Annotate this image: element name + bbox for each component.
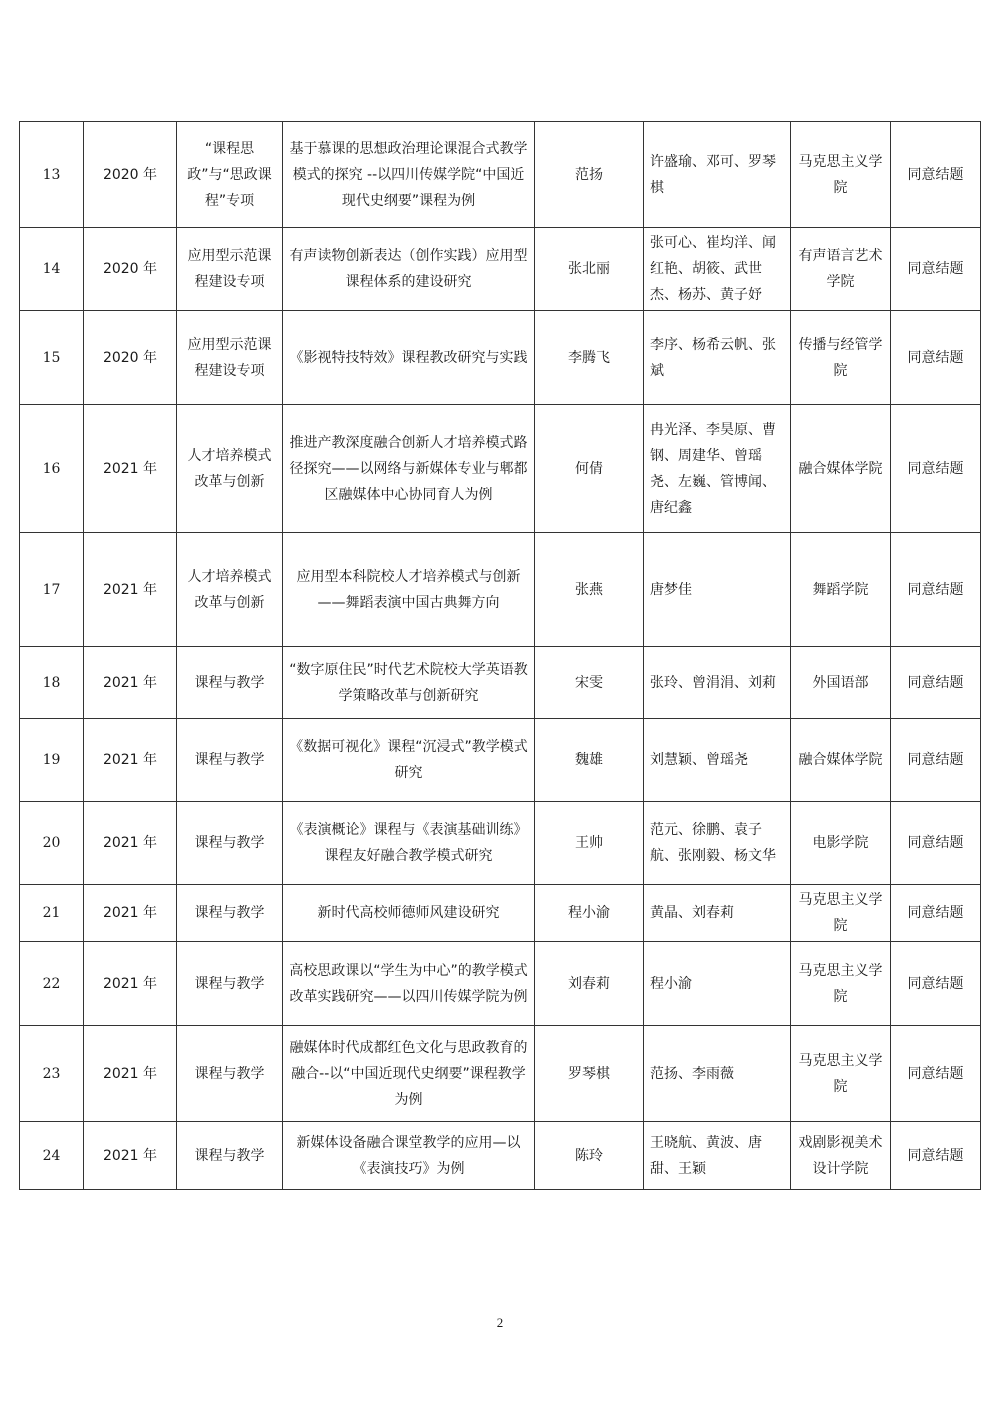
row-college: 融合媒体学院	[791, 405, 891, 533]
row-result: 同意结题	[891, 533, 981, 647]
table-row	[20, 885, 981, 942]
row-members: 李序、杨希云帆、张斌	[644, 311, 791, 405]
table-row	[20, 647, 981, 719]
row-members: 刘慧颖、曾瑶尧	[644, 719, 791, 802]
row-number: 24	[20, 1122, 84, 1190]
row-title: 融媒体时代成都红色文化与思政教育的融合--以“中国近现代史纲要”课程教学为例	[283, 1026, 535, 1122]
row-leader: 魏雄	[535, 719, 644, 802]
row-leader: 程小渝	[535, 885, 644, 942]
table-row	[20, 942, 981, 1026]
row-year: 2021 年	[84, 802, 177, 885]
row-college: 融合媒体学院	[791, 719, 891, 802]
row-college: 有声语言艺术学院	[791, 228, 891, 311]
row-members: 程小渝	[644, 942, 791, 1026]
row-number: 21	[20, 885, 84, 942]
project-table	[19, 121, 981, 1190]
row-members: 王晓航、黄波、唐甜、王颖	[644, 1122, 791, 1190]
table-row	[20, 405, 981, 533]
table-row	[20, 311, 981, 405]
row-number: 19	[20, 719, 84, 802]
row-year: 2021 年	[84, 1122, 177, 1190]
row-result: 同意结题	[891, 719, 981, 802]
row-number: 20	[20, 802, 84, 885]
row-members: 张玲、曾涓涓、刘莉	[644, 647, 791, 719]
row-leader: 何倩	[535, 405, 644, 533]
row-college: 电影学院	[791, 802, 891, 885]
row-number: 16	[20, 405, 84, 533]
row-leader: 张燕	[535, 533, 644, 647]
row-title: 《表演概论》课程与《表演基础训练》课程友好融合教学模式研究	[283, 802, 535, 885]
row-leader: 范扬	[535, 122, 644, 228]
row-category: 课程与教学	[177, 719, 283, 802]
row-year: 2020 年	[84, 311, 177, 405]
table-row	[20, 122, 981, 228]
table-row	[20, 533, 981, 647]
row-result: 同意结题	[891, 122, 981, 228]
row-college: 马克思主义学院	[791, 1026, 891, 1122]
row-result: 同意结题	[891, 942, 981, 1026]
row-category: 课程与教学	[177, 942, 283, 1026]
row-result: 同意结题	[891, 885, 981, 942]
row-category: 课程与教学	[177, 1026, 283, 1122]
row-category: 人才培养模式改革与创新	[177, 533, 283, 647]
row-year: 2021 年	[84, 533, 177, 647]
row-college: 马克思主义学院	[791, 122, 891, 228]
row-category: 课程与教学	[177, 885, 283, 942]
table-body	[20, 122, 981, 1190]
row-number: 13	[20, 122, 84, 228]
row-year: 2021 年	[84, 405, 177, 533]
row-category: 课程与教学	[177, 1122, 283, 1190]
row-number: 14	[20, 228, 84, 311]
row-leader: 李腾飞	[535, 311, 644, 405]
row-year: 2021 年	[84, 885, 177, 942]
row-college: 外国语部	[791, 647, 891, 719]
row-result: 同意结题	[891, 228, 981, 311]
row-leader: 陈玲	[535, 1122, 644, 1190]
row-number: 17	[20, 533, 84, 647]
row-result: 同意结题	[891, 1026, 981, 1122]
table-row	[20, 228, 981, 311]
row-number: 23	[20, 1026, 84, 1122]
row-year: 2020 年	[84, 228, 177, 311]
row-category: 应用型示范课程建设专项	[177, 311, 283, 405]
row-leader: 张北丽	[535, 228, 644, 311]
row-leader: 王帅	[535, 802, 644, 885]
table-row	[20, 719, 981, 802]
row-number: 18	[20, 647, 84, 719]
row-college: 马克思主义学院	[791, 942, 891, 1026]
table-row	[20, 802, 981, 885]
row-members: 唐梦佳	[644, 533, 791, 647]
row-members: 许盛瑜、邓可、罗琴棋	[644, 122, 791, 228]
row-result: 同意结题	[891, 1122, 981, 1190]
row-category: 课程与教学	[177, 647, 283, 719]
row-leader: 刘春莉	[535, 942, 644, 1026]
row-year: 2021 年	[84, 1026, 177, 1122]
row-year: 2021 年	[84, 719, 177, 802]
page-number: 2	[496, 1315, 504, 1330]
row-members: 张可心、崔均洋、闻红艳、胡筱、武世杰、杨苏、黄子妤	[644, 228, 791, 311]
row-category: 应用型示范课程建设专项	[177, 228, 283, 311]
row-college: 传播与经管学院	[791, 311, 891, 405]
row-title: 基于慕课的思想政治理论课混合式教学模式的探究 --以四川传媒学院“中国近现代史纲要”课程为例	[283, 122, 535, 228]
row-year: 2020 年	[84, 122, 177, 228]
row-category: 课程与教学	[177, 802, 283, 885]
table-row	[20, 1122, 981, 1190]
row-college: 戏剧影视美术设计学院	[791, 1122, 891, 1190]
row-title: 高校思政课以“学生为中心”的教学模式改革实践研究——以四川传媒学院为例	[283, 942, 535, 1026]
row-college: 舞蹈学院	[791, 533, 891, 647]
row-title: 推进产教深度融合创新人才培养模式路径探究——以网络与新媒体专业与郫都区融媒体中心协同育人为例	[283, 405, 535, 533]
row-college: 马克思主义学院	[791, 885, 891, 942]
row-title: 应用型本科院校人才培养模式与创新——舞蹈表演中国古典舞方向	[283, 533, 535, 647]
row-leader: 宋雯	[535, 647, 644, 719]
row-leader: 罗琴棋	[535, 1026, 644, 1122]
row-members: 范扬、李雨薇	[644, 1026, 791, 1122]
row-number: 22	[20, 942, 84, 1026]
row-year: 2021 年	[84, 647, 177, 719]
row-title: 有声读物创新表达（创作实践）应用型课程体系的建设研究	[283, 228, 535, 311]
row-title: 《数据可视化》课程“沉浸式”教学模式研究	[283, 719, 535, 802]
row-result: 同意结题	[891, 802, 981, 885]
row-category: “课程思政”与“思政课程”专项	[177, 122, 283, 228]
row-year: 2021 年	[84, 942, 177, 1026]
row-result: 同意结题	[891, 311, 981, 405]
row-title: 新时代高校师德师风建设研究	[283, 885, 535, 942]
row-result: 同意结题	[891, 405, 981, 533]
row-category: 人才培养模式改革与创新	[177, 405, 283, 533]
row-result: 同意结题	[891, 647, 981, 719]
table-row	[20, 1026, 981, 1122]
row-members: 冉光泽、李昊原、曹钢、周建华、曾瑶尧、左巍、管博闻、唐纪鑫	[644, 405, 791, 533]
row-members: 范元、徐鹏、袁子航、张刚毅、杨文华	[644, 802, 791, 885]
row-title: “数字原住民”时代艺术院校大学英语教学策略改革与创新研究	[283, 647, 535, 719]
row-number: 15	[20, 311, 84, 405]
row-members: 黄晶、刘春莉	[644, 885, 791, 942]
row-title: 新媒体设备融合课堂教学的应用—以《表演技巧》为例	[283, 1122, 535, 1190]
row-title: 《影视特技特效》课程教改研究与实践	[283, 311, 535, 405]
